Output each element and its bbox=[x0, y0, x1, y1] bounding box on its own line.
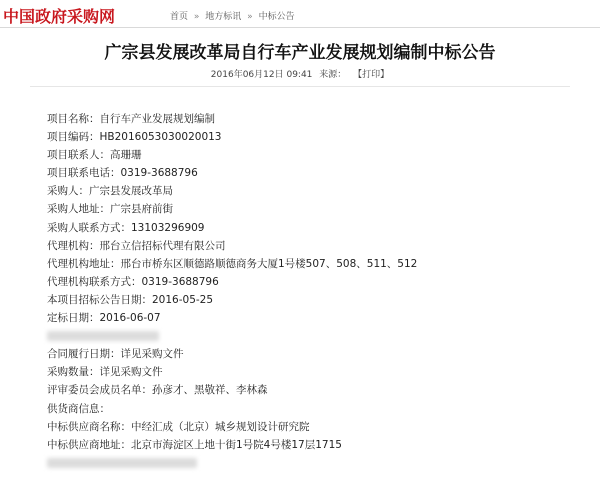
field-value: 详见采购文件 bbox=[99, 366, 163, 379]
print-link[interactable]: 【打印】 bbox=[353, 70, 390, 80]
field-value: 0319-3688796 bbox=[141, 275, 219, 288]
field-label: 项目联系电话： bbox=[47, 167, 121, 180]
redacted-text bbox=[47, 331, 159, 341]
field-label: 项目编码： bbox=[47, 131, 100, 144]
field-value: 详见采购文件 bbox=[120, 348, 184, 361]
field-row bbox=[47, 164, 587, 182]
field-row bbox=[47, 273, 587, 291]
field-row bbox=[47, 128, 587, 146]
field-label: 代理机构地址： bbox=[47, 257, 121, 270]
field-value: 广宗县发展改革局 bbox=[89, 185, 173, 198]
field-value: 2016-05-25 bbox=[152, 293, 214, 306]
field-label: 中标供应商名称： bbox=[47, 420, 131, 433]
field-row bbox=[47, 363, 587, 381]
field-row bbox=[47, 200, 587, 218]
field-label: 供货商信息： bbox=[47, 402, 110, 415]
breadcrumb-home[interactable]: 首页 bbox=[170, 12, 189, 22]
field-label: 代理机构： bbox=[47, 239, 100, 252]
field-value: 邢台市桥东区顺德路顺德商务大厦1号楼507、508、511、512 bbox=[120, 257, 418, 270]
field-value: 13103296909 bbox=[131, 221, 205, 234]
field-value: 孙彦才、黑敬祥、李林森 bbox=[152, 384, 268, 397]
redacted-row bbox=[47, 454, 587, 472]
field-row bbox=[47, 291, 587, 309]
field-row bbox=[47, 381, 587, 399]
meta-divider bbox=[30, 86, 570, 87]
field-value: HB2016053030020013 bbox=[99, 131, 222, 144]
field-label: 中标供应商地址： bbox=[47, 438, 131, 451]
field-row bbox=[47, 237, 587, 255]
field-value: 邢台立信招标代理有限公司 bbox=[99, 239, 226, 252]
field-label: 采购人： bbox=[47, 185, 89, 198]
top-bar bbox=[0, 0, 600, 28]
field-label: 采购数量： bbox=[47, 366, 100, 379]
field-label: 评审委员会成员名单： bbox=[47, 384, 152, 397]
field-label: 代理机构联系方式： bbox=[47, 275, 142, 288]
field-row bbox=[47, 110, 587, 128]
field-row bbox=[47, 400, 587, 418]
field-label: 采购人联系方式： bbox=[47, 221, 131, 234]
field-value: 高珊珊 bbox=[110, 149, 142, 162]
breadcrumb-separator: » bbox=[247, 12, 253, 22]
field-value: 0319-3688796 bbox=[120, 167, 198, 180]
field-row bbox=[47, 182, 587, 200]
page-title: 广宗县发展改革局自行车产业发展规划编制中标公告 bbox=[104, 43, 496, 63]
field-label: 定标日期： bbox=[47, 312, 100, 325]
publish-date: 2016年06月12日 09:41 bbox=[210, 70, 313, 80]
field-value: 广宗县府前街 bbox=[110, 203, 173, 216]
breadcrumb bbox=[170, 9, 295, 22]
field-value: 北京市海淀区上地十街1号院4号楼17层1715 bbox=[131, 438, 342, 451]
field-label: 本项目招标公告日期： bbox=[47, 293, 152, 306]
field-value: 2016-06-07 bbox=[99, 312, 161, 325]
field-value: 自行车产业发展规划编制 bbox=[99, 113, 215, 125]
redacted-row bbox=[47, 327, 587, 345]
article-body bbox=[47, 110, 587, 472]
field-value: 中经汇成（北京）城乡规划设计研究院 bbox=[131, 420, 310, 433]
field-row bbox=[47, 146, 587, 164]
redacted-text bbox=[47, 458, 197, 468]
field-label: 合同履行日期： bbox=[47, 348, 121, 361]
field-label: 项目联系人： bbox=[47, 149, 110, 162]
source-label: 来源： bbox=[319, 70, 347, 80]
site-logo[interactable]: 中国政府采购网 bbox=[3, 7, 116, 26]
field-label: 项目名称： bbox=[47, 113, 100, 125]
header-divider bbox=[0, 27, 600, 28]
field-row bbox=[47, 309, 587, 327]
breadcrumb-award-notice[interactable]: 中标公告 bbox=[258, 12, 295, 22]
field-row bbox=[47, 219, 587, 237]
field-row bbox=[47, 255, 587, 273]
article-meta bbox=[0, 67, 600, 80]
field-label: 采购人地址： bbox=[47, 203, 110, 216]
breadcrumb-separator: » bbox=[193, 12, 200, 22]
breadcrumb-local-bids[interactable]: 地方标讯 bbox=[205, 12, 242, 22]
field-row bbox=[47, 345, 587, 363]
field-row bbox=[47, 436, 587, 454]
field-row bbox=[47, 418, 587, 436]
